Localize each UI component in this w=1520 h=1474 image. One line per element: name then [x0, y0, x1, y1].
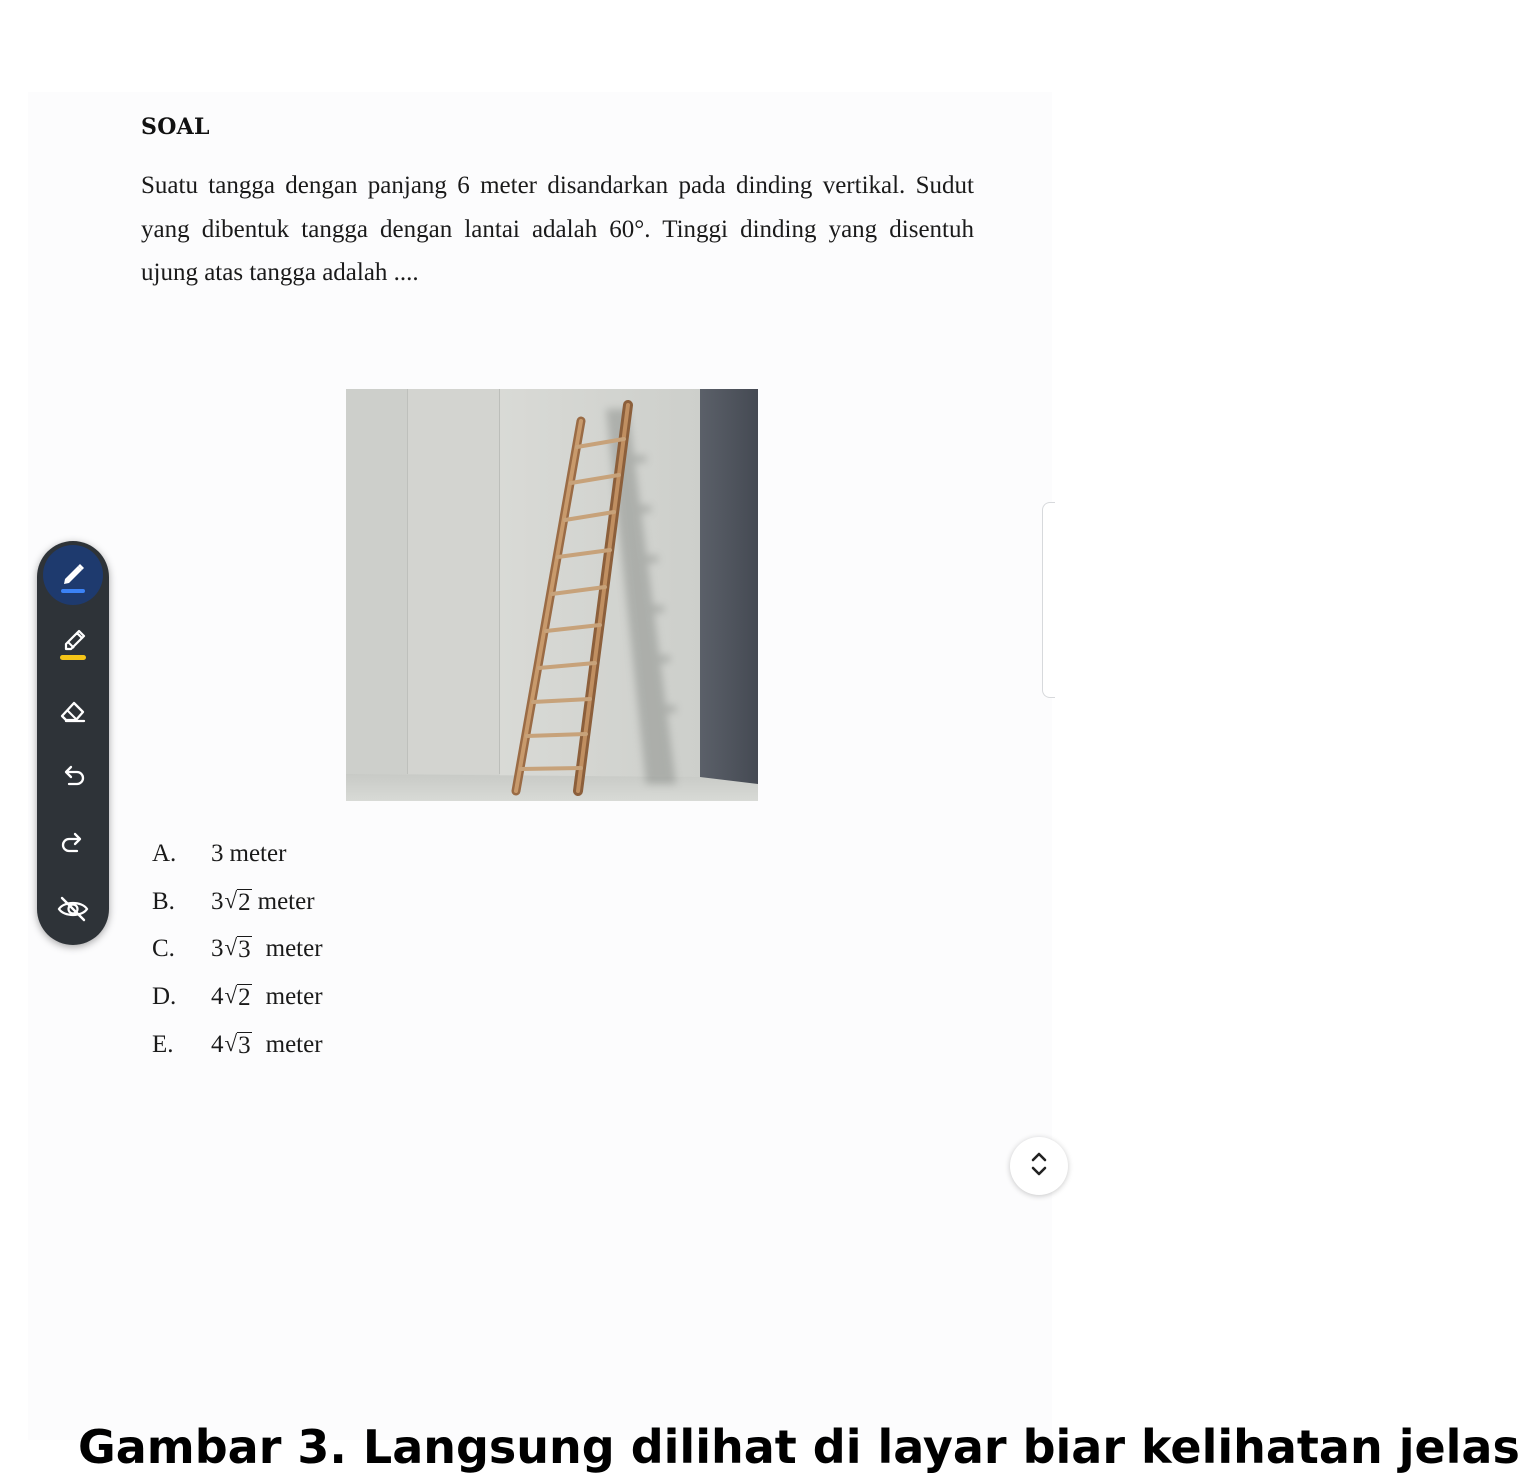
- option-unit: meter: [265, 935, 323, 963]
- ladder-image: [346, 389, 758, 801]
- annotation-toolbar: [37, 541, 109, 945]
- undo-icon: [58, 761, 88, 791]
- undo-button[interactable]: [43, 746, 103, 806]
- option-letter: A.: [152, 839, 177, 867]
- square-root: √ 3: [224, 935, 251, 964]
- square-root: √ 3: [224, 1031, 251, 1060]
- radicand: 2: [238, 984, 251, 1012]
- page-scroll-button[interactable]: [1010, 1137, 1068, 1195]
- option-d[interactable]: [152, 973, 323, 1021]
- hide-annotations-button[interactable]: [43, 879, 103, 939]
- pen-tool-button[interactable]: [43, 545, 103, 605]
- chevron-up-down-icon: [1028, 1149, 1050, 1183]
- redo-icon: [58, 828, 88, 858]
- option-unit: meter: [265, 983, 323, 1011]
- option-coefficient: 3: [211, 839, 224, 867]
- option-coefficient: 3: [211, 935, 224, 963]
- option-coefficient: 4: [211, 983, 224, 1011]
- eraser-tool-button[interactable]: [43, 680, 103, 740]
- highlighter-tool-button[interactable]: [43, 612, 103, 672]
- answer-options: [152, 830, 323, 1069]
- square-root: √ 2: [224, 887, 251, 916]
- option-unit: meter: [257, 887, 315, 915]
- document-page: [28, 92, 1052, 1440]
- square-root: √ 2: [224, 983, 251, 1012]
- option-a[interactable]: [152, 830, 323, 878]
- radicand: 3: [238, 936, 251, 964]
- highlighter-icon: [56, 622, 90, 662]
- option-coefficient: 3: [211, 887, 224, 915]
- side-panel-tab[interactable]: [1042, 502, 1055, 698]
- pen-icon: [43, 545, 103, 605]
- bottom-caption: Gambar 3. Langsung dilihat di layar biar kelihatan jelas: [78, 1420, 1520, 1474]
- option-unit: meter: [229, 839, 287, 867]
- option-b[interactable]: [152, 878, 323, 926]
- option-value: [211, 983, 323, 1011]
- option-value: [211, 888, 315, 916]
- option-letter: C.: [152, 935, 175, 963]
- hide-annotations-icon: [56, 894, 90, 924]
- option-letter: B.: [152, 887, 175, 915]
- option-letter: D.: [152, 983, 177, 1011]
- option-e[interactable]: [152, 1021, 323, 1069]
- option-value: [211, 935, 323, 963]
- radicand: 2: [238, 888, 251, 916]
- option-value: [211, 840, 286, 868]
- question-text: Suatu tangga dengan panjang 6 meter disandarkan pada dinding vertikal. Sudut yang dibentuk tangga dengan lantai adalah 60°. Tinggi dinding yang disentuh ujung atas tangga adalah ....: [141, 172, 974, 286]
- page-title: SOAL: [141, 114, 210, 140]
- option-value: [211, 1031, 323, 1059]
- eraser-icon: [57, 694, 89, 726]
- option-c[interactable]: [152, 926, 323, 974]
- radicand: 3: [238, 1032, 251, 1060]
- option-coefficient: 4: [211, 1031, 224, 1059]
- option-unit: meter: [265, 1031, 323, 1059]
- option-letter: E.: [152, 1031, 174, 1059]
- redo-button[interactable]: [43, 813, 103, 873]
